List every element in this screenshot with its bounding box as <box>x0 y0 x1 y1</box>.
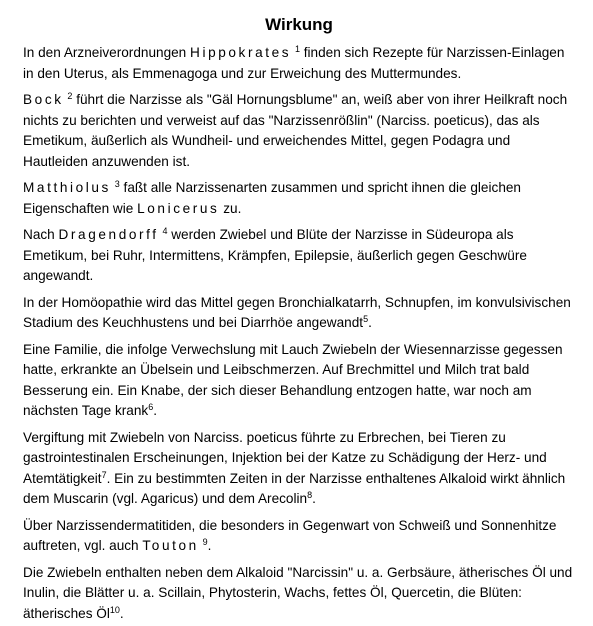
paragraph-text: Nach <box>23 227 59 242</box>
author-name: Dragendorff <box>58 227 159 242</box>
paragraph <box>23 428 575 510</box>
paragraph <box>23 43 575 84</box>
paragraph <box>23 516 575 557</box>
paragraph-text: Vergiftung mit Zwiebeln von Narciss. poeticus führte zu Erbrechen, bei Tieren zu gastrointestinalen Erscheinungen, Injektion bei der Katze zu Schädigung der Herz- und Atemtätigkeit <box>23 429 547 486</box>
paragraph <box>23 178 575 219</box>
author-name: Hippokrates <box>190 45 292 60</box>
footnote-ref: 7 <box>101 469 107 480</box>
paragraph-text: In der Homöopathie wird das Mittel gegen Bronchialkatarrh, Schnupfen, im konvulsivischen Stadium des Keuchhustens und bei Diarrhöe angewandt <box>23 294 571 330</box>
footnote-ref: 2 <box>67 91 73 101</box>
footnote-ref: 1 <box>294 44 300 54</box>
footnote-ref: 10 <box>109 604 120 615</box>
paragraph <box>23 225 575 287</box>
author-name: Touton <box>142 538 199 553</box>
paragraph-text: finden sich Rezepte für Narzissen-Einlagen in den Uterus, als Emmenagoga und zur Erweichung des Muttermundes. <box>23 45 565 81</box>
footnote-ref: 9 <box>202 537 208 547</box>
paragraph-text: führt die Narzisse als "Gäl Hornungsblume" an, weiß aber von ihrer Heilkraft noch nichts zu berichten und verweist auf das "Narzissenrößlin" (Narciss. poeticus), das als Emetikum, äußerlich als Wundheil- und erweichendes Mittel, gegen Podagra und Hautleiden anzuwenden ist. <box>23 92 568 169</box>
footnote-ref: 6 <box>148 402 154 412</box>
footnote-ref: 4 <box>162 226 168 236</box>
author-name: Lonicerus <box>137 200 220 216</box>
paragraph-text: . <box>368 315 372 330</box>
paragraph <box>23 90 575 172</box>
footnote-ref: 3 <box>114 179 120 189</box>
paragraph-text: Über Narzissendermatitiden, die besonders in Gegenwart von Schweiß und Sonnenhitze auftreten, vgl. auch <box>23 517 557 553</box>
paragraph-text: . <box>153 403 157 418</box>
footnote-ref: 8 <box>307 490 313 500</box>
paragraph-text: . <box>119 605 124 621</box>
paragraph-text: zu. <box>219 200 242 216</box>
paragraph-text: In den Arzneiverordnungen <box>23 45 191 60</box>
paragraph-text: Eine Familie, die infolge Verwechslung mit Lauch Zwiebeln der Wiesennarzisse gegessen hatte, erkrankte an Übelsein und Leibschmerzen. Auf Brechmittel und Milch trat bald Besserung ein. Ein Knabe, der sich dieser Behandlung entzogen hatte, war noch am nächsten Tage krank <box>23 341 563 418</box>
author-name: Matthiolus <box>23 180 111 195</box>
document-body <box>23 43 575 624</box>
paragraph <box>23 563 575 625</box>
paragraph-text: . <box>207 538 212 553</box>
author-name: Bock <box>23 92 64 107</box>
paragraph-text: werden Zwiebel und Blüte der Narzisse in Südeuropa als Emetikum, bei Ruhr, Intermittens, Krämpfen, Epilepsie, äußerlich gegen Geschwüre angewandt. <box>23 227 527 283</box>
paragraph <box>23 293 575 334</box>
paragraph-text: . Ein zu bestimmten Zeiten in der Narzisse enthaltenes Alkaloid wirkt ähnlich dem Muscarin (vgl. Agaricus) und dem Arecolin <box>23 470 566 506</box>
page-title: Wirkung <box>265 15 333 34</box>
paragraph-text: . <box>312 491 316 506</box>
paragraph <box>23 340 575 422</box>
footnote-ref: 5 <box>363 314 369 324</box>
paragraph-text: Die Zwiebeln enthalten neben dem Alkaloid "Narcissin" u. a. Gerbsäure, ätherisches Öl und Inulin, die Blätter u. a. Scillain, Phytosterin, Wachs, fettes Öl, Quercetin, die Blüten: ätherisches Öl <box>23 564 573 621</box>
paragraph-text: faßt alle Narzissenarten zusammen und spricht ihnen die gleichen Eigenschaften wie <box>23 180 521 216</box>
